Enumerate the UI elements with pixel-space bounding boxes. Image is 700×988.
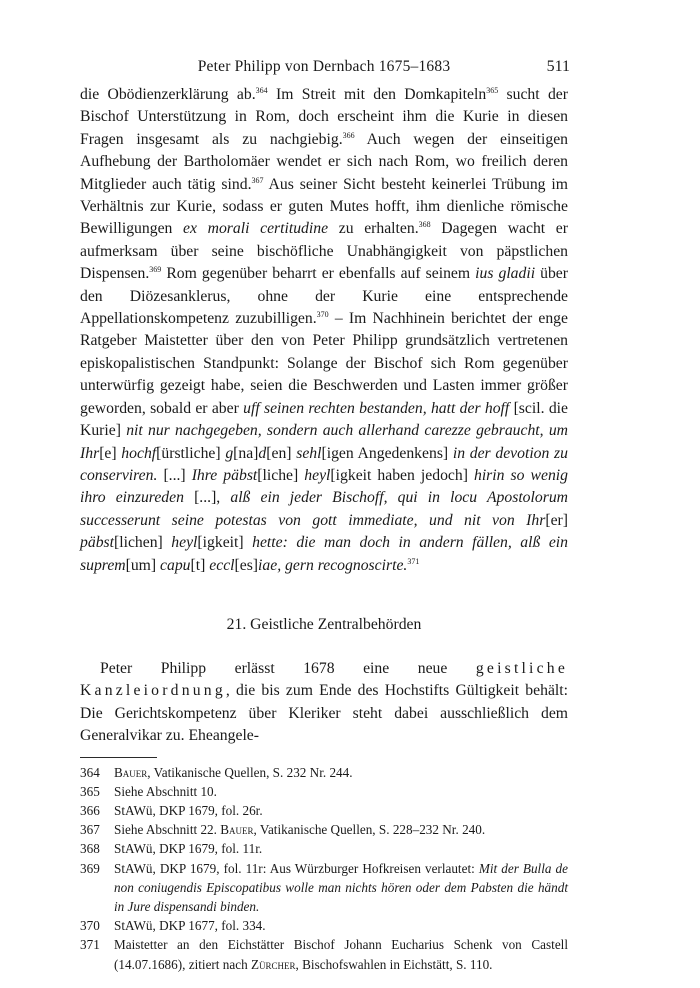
italic-run: hette: die man doch in andern fällen, alß ein suprem [80, 534, 568, 574]
text-run: zu erhalten. [328, 220, 419, 238]
footnote-separator [80, 757, 157, 758]
italic-run: g [225, 444, 234, 462]
italic-run: iae, gern recognoscirte. [258, 556, 408, 574]
footnote-text: Siehe Abschnitt 10. [114, 783, 217, 799]
italic-run: ius gladii [475, 265, 536, 283]
footnote-text [114, 859, 568, 917]
section-heading: 21. Geistliche Zentralbehörden [226, 615, 422, 633]
author-name: Zürcher [250, 956, 296, 972]
footnote-text [114, 763, 568, 782]
footnote-text: StAWü, DKP 1679, fol. 11r. [114, 841, 263, 857]
italic-run: capu [160, 556, 191, 574]
text-run: Maistetter an den Eichstätter Bischof Johann Eucharius Schenk von Castell (14.07.1686), zitiert nach [114, 937, 568, 972]
footnote-ref[interactable]: 370 [316, 310, 329, 320]
italic-run: alß ein jeder Bischoff, qui in locu Apostolorum successerunt seine potestas von gott immediate, und nit von Ihr [80, 489, 569, 529]
footnote-371 [80, 935, 568, 973]
footnote-number: 364 [80, 764, 100, 780]
footnote-365 [80, 782, 568, 801]
footnote-ref[interactable]: 368 [418, 220, 431, 230]
text-run: , Vatikanische Quellen, S. 232 Nr. 244. [147, 764, 353, 780]
text-run: , Bischofswahlen in Eichstätt, S. 110. [295, 956, 493, 972]
footnote-number: 370 [80, 918, 100, 934]
text-run: Siehe Abschnitt 22. [114, 822, 221, 838]
book-page [80, 58, 568, 974]
footnote-364 [80, 763, 568, 782]
italic-run: heyl [304, 466, 331, 484]
footnote-number: 369 [80, 860, 100, 876]
text-run: [lichen] [114, 534, 172, 552]
footnote-text: StAWü, DKP 1677, fol. 334. [114, 918, 266, 934]
author-name: Bauer [220, 822, 254, 838]
text-run: [igkeit] [197, 534, 253, 552]
text-run: , die bis zum Ende des Hochstifts Gültigkeit behält: Die Gerichtskompetenz über Kleriker steht dabei ausschließlich dem Generalvikar zu. Eheangele- [80, 682, 568, 745]
footnote-ref[interactable]: 364 [255, 86, 268, 95]
text-run: [t] [190, 556, 210, 574]
italic-run: nit nur nachgegeben, sondern auch allerhand carezze gebraucht, um Ihr [80, 422, 568, 462]
text-run: Im Streit mit den Domkapiteln [267, 86, 487, 103]
text-run: Dagegen wacht er aufmerksam über seine bischöfliche Unabhängigkeit von päpstlichen Dispensen. [80, 220, 568, 283]
page-number: 511 [546, 58, 570, 75]
section-paragraph [80, 658, 568, 748]
footnote-367 [80, 820, 568, 839]
text-run: [es] [234, 556, 259, 574]
footnote-366 [80, 801, 568, 820]
footnote-number: 368 [80, 841, 100, 857]
text-run: – Im Nachhinein berichtet der enge Ratgeber Maistetter über den von Peter Philipp grundsätzlich vertretenen episkopalistischen Standpunkt: Solange der Bischof sich Rom gegenüber unterwürfig gezeigt habe, seien die Beschwerden und Lasten immer größer geworden, sobald er aber [80, 310, 568, 417]
footnote-number: 366 [80, 802, 100, 818]
text-run: Aus seiner Sicht besteht keinerlei Trübung im Verhältnis zur Kurie, sodass er guten Mutes hofft, ihm dienliche römische Bewilligungen [80, 175, 568, 238]
text-run: [e] [99, 444, 122, 462]
text-run: [um] [125, 556, 161, 574]
italic-run: eccl [209, 556, 235, 574]
text-run: Peter Philipp erlässt 1678 eine neue [100, 659, 476, 677]
text-run: [scil. die Kurie] [80, 399, 568, 440]
footnote-ref[interactable]: 365 [486, 86, 499, 95]
footnote-368 [80, 839, 568, 858]
text-run: [en] [266, 444, 297, 462]
italic-run: sehl [296, 444, 322, 462]
text-run: [igen Angedenkens] [321, 444, 453, 462]
italic-run: hirin so wenig ihro einzureden [80, 466, 568, 507]
footnote-ref[interactable]: 369 [149, 265, 162, 275]
footnote-ref[interactable]: 366 [342, 130, 355, 140]
footnote-370 [80, 916, 568, 935]
text-run: Rom gegenüber beharrt er ebenfalls auf seinem [161, 265, 476, 283]
footnote-text [114, 935, 568, 973]
text-run: StAWü, DKP 1679, fol. 11r: Aus Würzburger Hofkreisen verlautet: [114, 860, 479, 876]
text-run: , Vatikanische Quellen, S. 228–232 Nr. 240. [253, 822, 486, 838]
text-run: sucht der Bischof Unterstützung in Rom, doch erscheint ihm die Kurie in diesen Fragen insgesamt als zu nachgiebig. [80, 86, 568, 148]
spaced-emphasis: geistliche Kanzleiordnung [80, 659, 568, 700]
italic-run: päbst [80, 534, 114, 552]
footnote-text [114, 820, 568, 839]
text-run: [er] [545, 511, 568, 529]
footnote-ref[interactable]: 371 [407, 556, 420, 566]
text-run: [...], [183, 489, 231, 507]
italic-run: in der devotion zu conserviren. [80, 444, 568, 484]
footnotes [80, 763, 568, 974]
italic-run: heyl [171, 534, 198, 552]
text-run: [igkeit haben jedoch] [330, 466, 474, 484]
running-title: Peter Philipp von Dernbach 1675–1683 [197, 58, 451, 75]
italic-run: Ihre päbst [191, 466, 258, 484]
footnote-number: 365 [80, 783, 100, 799]
footnote-number: 367 [80, 822, 100, 838]
italic-run: ex morali certitudine [183, 220, 329, 238]
text-run: [...] [157, 466, 192, 484]
italic-run: hochf [121, 444, 157, 462]
footnote-text: StAWü, DKP 1679, fol. 26r. [114, 802, 263, 818]
body-paragraph [80, 84, 568, 577]
footnote-number: 371 [80, 937, 100, 953]
text-run: [na] [233, 444, 259, 462]
italic-run: uff seinen rechten bestanden, hatt der hoff [243, 399, 510, 417]
text-run: Auch wegen der einseitigen Aufhebung der Bartholomäer wendet er sich nach Rom, wo freilich deren Mitglieder auch tätig sind. [80, 130, 568, 193]
author-name: Bauer [114, 764, 148, 780]
footnote-369 [80, 859, 568, 917]
text-run: die Obödienzerklärung ab. [80, 86, 256, 103]
running-head [80, 58, 568, 84]
italic-run: d [258, 444, 267, 462]
footnote-ref[interactable]: 367 [251, 175, 264, 185]
italic-quote: Mit der Bulla de non coniugendis Episcopatibus wolle man nichts hören oder dem Pabsten die händt in Jure dispensandi binden. [114, 860, 568, 914]
text-run: [liche] [257, 466, 305, 484]
text-run: über den Diözesanklerus, ohne der Kurie eine entsprechende Appellationskompetenz zuzubilligen. [80, 265, 568, 328]
text-run: [ürstliche] [156, 444, 226, 462]
